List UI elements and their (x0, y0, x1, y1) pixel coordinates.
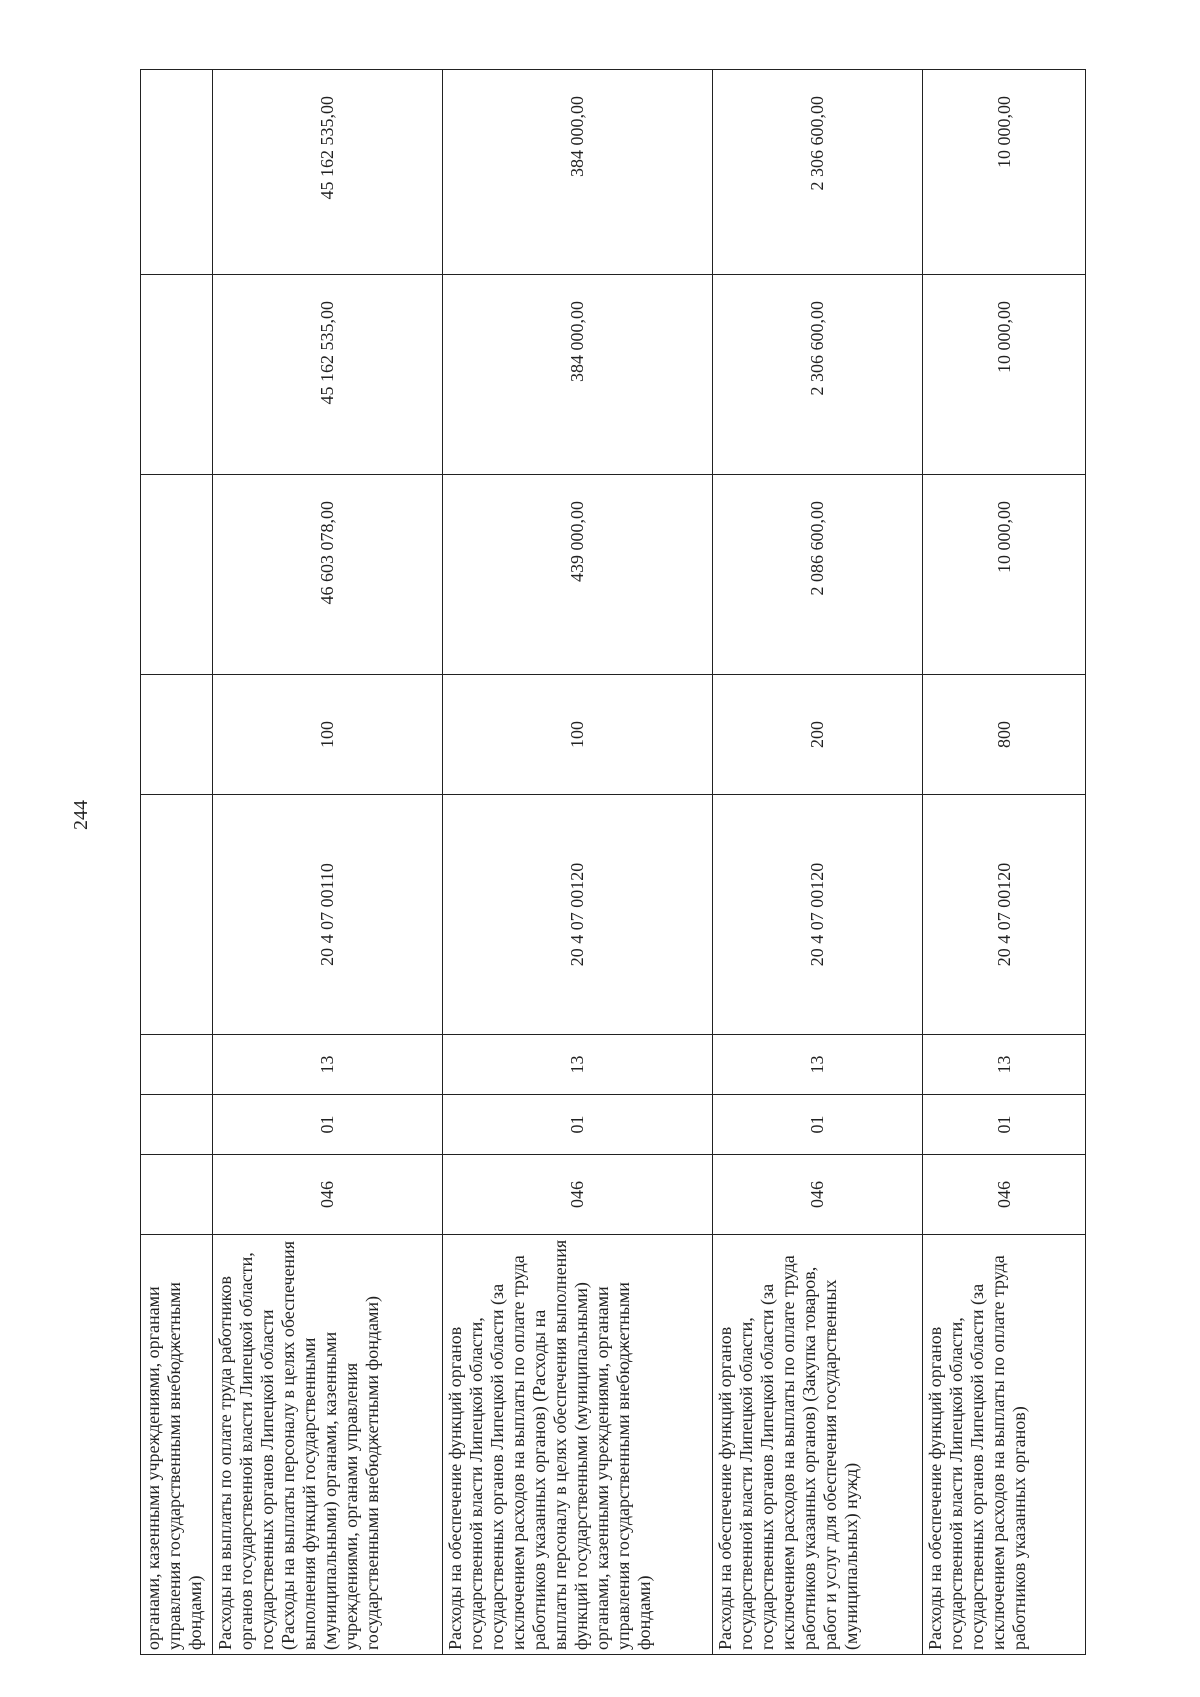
ministry-code: 046 (923, 1155, 1086, 1235)
expense-type-code: 100 (213, 675, 443, 795)
row-description: Расходы на обеспечение функций органов государственной власти Липецкой области, государственных органов Липецкой области (за исключением расходов на выплаты по оплате труда работников указанных органов) (Закупка товаров, работ и услуг для обеспечения государственных (муниципальных) нужд) (713, 1235, 923, 1655)
rotated-table-container (140, 70, 1085, 1655)
row-description: Расходы на обеспечение функций органов государственной власти Липецкой области, государственных органов Липецкой области (за исключением расходов на выплаты по оплате труда работников указанных органов) (Расходы на выплаты персоналу в целях обеспечения выполнения функций государственными (муниципальными) органами, казенными учреждениями, органами управления государственными внебюджетными фондами) (443, 1235, 713, 1655)
section-code: 01 (713, 1095, 923, 1155)
table-row (923, 70, 1086, 1655)
amount-year-3: 384 000,00 (443, 70, 713, 275)
amount-year-1: 46 603 078,00 (213, 475, 443, 675)
expense-type-code: 200 (713, 675, 923, 795)
section-code: 01 (923, 1095, 1086, 1155)
subsection-code: 13 (923, 1035, 1086, 1095)
page-number: 244 (70, 800, 92, 830)
table-row (443, 70, 713, 1655)
target-article-code: 20 4 07 00120 (713, 795, 923, 1035)
subsection-code (141, 1035, 213, 1095)
section-code: 01 (213, 1095, 443, 1155)
table-row (141, 70, 213, 1655)
amount-year-2: 384 000,00 (443, 275, 713, 475)
section-code: 01 (443, 1095, 713, 1155)
table-row (213, 70, 443, 1655)
amount-year-1: 10 000,00 (923, 475, 1086, 675)
row-description: Расходы на выплаты по оплате труда работников органов государственной власти Липецкой области, государственных органов Липецкой области (Расходы на выплаты персоналу в целях обеспечения выполнения функций государственными (муниципальными) органами, казенными учреждениями, органами управления государственными внебюджетными фондами) (213, 1235, 443, 1655)
target-article-code: 20 4 07 00120 (923, 795, 1086, 1035)
ministry-code: 046 (443, 1155, 713, 1235)
ministry-code (141, 1155, 213, 1235)
target-article-code (141, 795, 213, 1035)
ministry-code: 046 (213, 1155, 443, 1235)
amount-year-1: 439 000,00 (443, 475, 713, 675)
amount-year-2: 10 000,00 (923, 275, 1086, 475)
expense-type-code (141, 675, 213, 795)
amount-year-3 (141, 70, 213, 275)
amount-year-1: 2 086 600,00 (713, 475, 923, 675)
amount-year-2: 45 162 535,00 (213, 275, 443, 475)
amount-year-3: 45 162 535,00 (213, 70, 443, 275)
expense-type-code: 100 (443, 675, 713, 795)
subsection-code: 13 (443, 1035, 713, 1095)
amount-year-1 (141, 475, 213, 675)
amount-year-2: 2 306 600,00 (713, 275, 923, 475)
subsection-code: 13 (213, 1035, 443, 1095)
expense-type-code: 800 (923, 675, 1086, 795)
ministry-code: 046 (713, 1155, 923, 1235)
row-description: Расходы на обеспечение функций органов государственной власти Липецкой области, государственных органов Липецкой области (за исключением расходов на выплаты по оплате труда работников указанных органов) (923, 1235, 1086, 1655)
amount-year-2 (141, 275, 213, 475)
target-article-code: 20 4 07 00120 (443, 795, 713, 1035)
amount-year-3: 2 306 600,00 (713, 70, 923, 275)
budget-table (140, 69, 1086, 1655)
section-code (141, 1095, 213, 1155)
row-description: органами, казенными учреждениями, органами управления государственными внебюджетными фондами) (141, 1235, 213, 1655)
target-article-code: 20 4 07 00110 (213, 795, 443, 1035)
subsection-code: 13 (713, 1035, 923, 1095)
amount-year-3: 10 000,00 (923, 70, 1086, 275)
table-row (713, 70, 923, 1655)
